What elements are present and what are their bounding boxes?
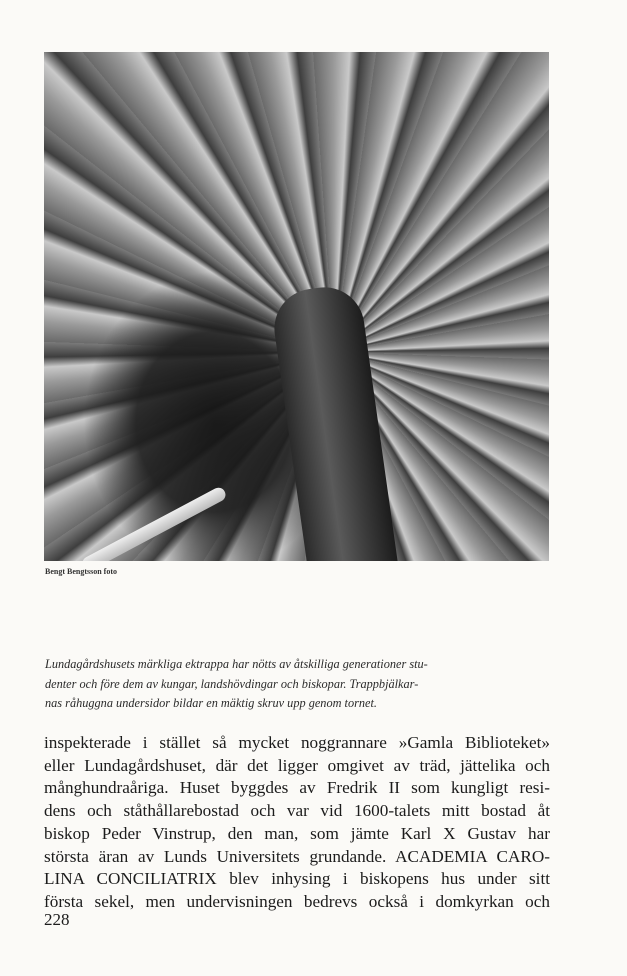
caption-line: denter och före dem av kungar, landshövdingar och biskopar. Trappbjälkar- <box>45 676 419 691</box>
body-line: dens och ståthållarebostad och var vid 1600-talets mitt bostad åt <box>44 801 550 821</box>
page-number: 228 <box>44 910 70 929</box>
photo-credit: Bengt Bengtsson foto <box>45 567 118 576</box>
caption-line: nas råhuggna undersidor bildar en mäktig skruv upp genom tornet. <box>45 696 377 710</box>
body-line: första sekel, men undervisningen bedrevs också i domkyrkan och <box>44 891 550 911</box>
spiral-staircase-photo <box>44 52 549 561</box>
staircase-newel-post <box>269 282 398 561</box>
body-line: månghundraåriga. Huset byggdes av Fredrik II som kungligt resi- <box>44 778 550 798</box>
body-line: biskop Peder Vinstrup, den man, som jämte Karl X Gustav har <box>44 823 550 843</box>
body-line: inspekterade i stället så mycket noggrannare »Gamla Biblioteket» <box>44 733 550 752</box>
caption-line: Lundagårdshusets märkliga ektrappa har nötts av åtskilliga generationer stu- <box>45 657 428 671</box>
handrail-rope <box>80 485 228 561</box>
body-text <box>44 732 550 914</box>
body-line: eller Lundagårdshuset, där det ligger omgivet av träd, jättelika och <box>44 755 550 775</box>
body-line: LINA CONCILIATRIX blev inhysing i biskopens hus under sitt <box>44 869 550 889</box>
photo-caption <box>45 655 525 714</box>
body-line: största äran av Lunds Universitets grundande. ACADEMIA CARO- <box>44 846 550 866</box>
